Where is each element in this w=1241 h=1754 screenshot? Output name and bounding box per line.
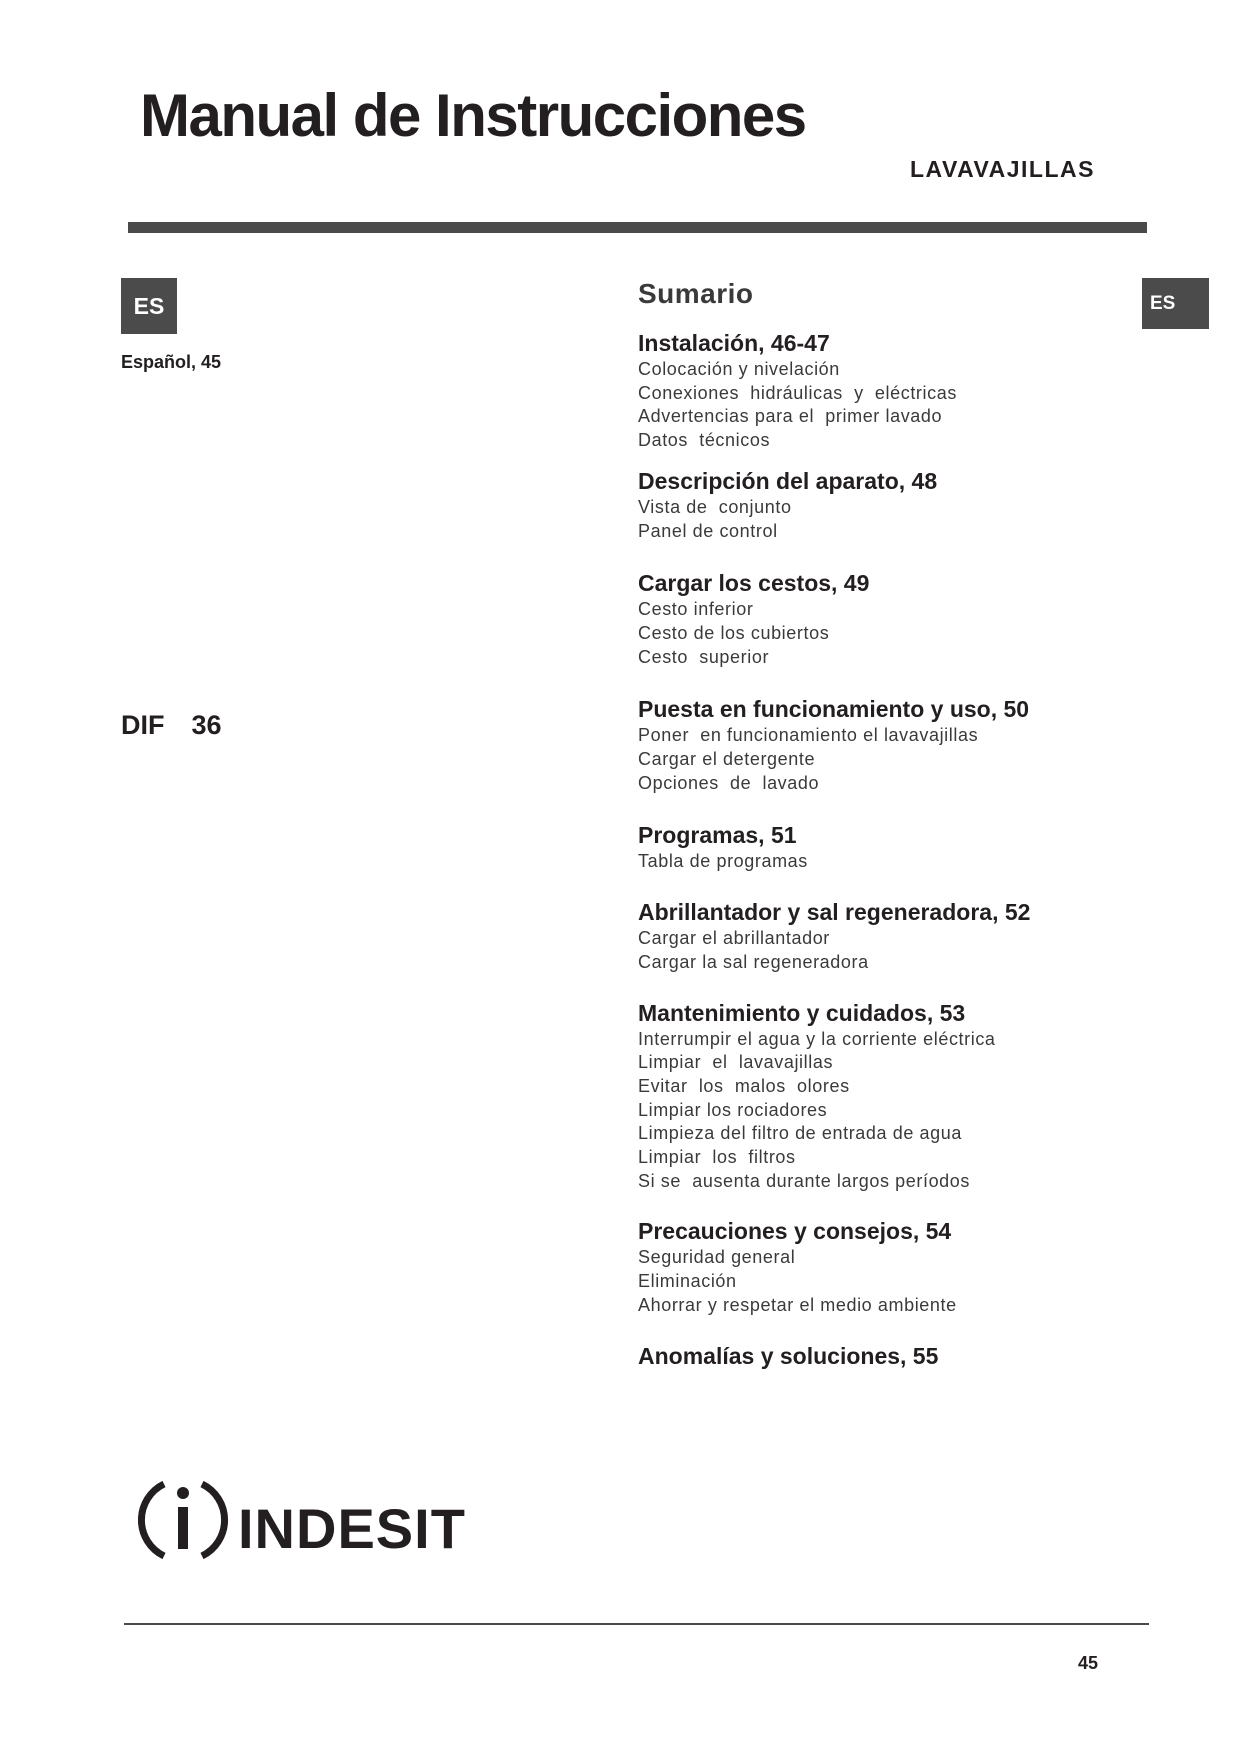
toc-sections: [638, 329, 1138, 1371]
toc-item: Limpiar los filtros: [638, 1147, 796, 1168]
toc-section: [638, 898, 1138, 974]
toc-section-title: Programas, 51: [638, 822, 797, 849]
toc-section-title: Anomalías y soluciones, 55: [638, 1342, 939, 1369]
toc-item: Tabla de programas: [638, 851, 808, 872]
logo-text: INDESIT: [238, 1497, 466, 1560]
page-number: 45: [1078, 1653, 1099, 1673]
toc-item: Panel de control: [638, 520, 778, 541]
toc-item-list: [638, 358, 1138, 453]
toc-item: Cesto superior: [638, 646, 770, 667]
toc-item: Cargar la sal regeneradora: [638, 951, 869, 972]
toc-section-title: Precauciones y consejos, 54: [638, 1218, 952, 1245]
toc-section: [638, 329, 1138, 453]
toc-item: Cesto de los cubiertos: [638, 622, 830, 643]
footer-divider: [124, 1623, 1149, 1625]
table-of-contents: [638, 277, 1138, 1371]
toc-item: Opciones de lavado: [638, 772, 820, 793]
toc-item: Seguridad general: [638, 1247, 796, 1268]
toc-item-list: [638, 850, 1138, 874]
toc-item: Limpieza del filtro de entrada de agua: [638, 1123, 963, 1144]
toc-section: [638, 1342, 1138, 1371]
toc-section: [638, 999, 1138, 1194]
language-badge: ES: [121, 278, 177, 334]
toc-item-list: [638, 1028, 1138, 1194]
page-title: Manual de Instrucciones: [140, 82, 806, 149]
toc-item: Evitar los malos olores: [638, 1075, 850, 1096]
brand-logo: [138, 1474, 478, 1564]
toc-section-title: Abrillantador y sal regeneradora, 52: [638, 899, 1031, 926]
header-divider: [128, 222, 1147, 233]
toc-item: Advertencias para el primer lavado: [638, 406, 943, 427]
toc-item: Poner en funcionamiento el lavavajillas: [638, 725, 979, 746]
toc-item: Ahorrar y respetar el medio ambiente: [638, 1294, 957, 1315]
toc-item-list: [638, 927, 1138, 974]
toc-item: Limpiar los rociadores: [638, 1099, 828, 1120]
toc-item-list: [638, 724, 1138, 795]
toc-item: Cesto inferior: [638, 599, 754, 620]
toc-section-title: Mantenimiento y cuidados, 53: [638, 999, 966, 1026]
toc-item-list: [638, 598, 1138, 669]
toc-section-title: Instalación, 46-47: [638, 330, 830, 356]
toc-item: Si se ausenta durante largos períodos: [638, 1170, 970, 1191]
toc-section: [638, 467, 1138, 543]
toc-item: Limpiar el lavavajillas: [638, 1052, 834, 1073]
toc-item: Interrumpir el agua y la corriente eléctrica: [638, 1028, 996, 1049]
toc-item: Conexiones hidráulicas y eléctricas: [638, 382, 957, 403]
toc-section: [638, 569, 1138, 669]
toc-item-list: [638, 496, 1138, 543]
toc-item: Eliminación: [638, 1271, 737, 1292]
toc-item: Vista de conjunto: [638, 496, 792, 517]
toc-section-title: Puesta en funcionamiento y uso, 50: [638, 696, 1030, 723]
toc-item: Colocación y nivelación: [638, 359, 840, 379]
toc-section: [638, 1217, 1138, 1317]
model-number: DIF 36: [121, 710, 222, 740]
toc-section: [638, 695, 1138, 795]
indesit-i-logo-icon: [138, 1474, 478, 1564]
toc-item-list: [638, 1246, 1138, 1317]
toc-item: Cargar el detergente: [638, 749, 816, 770]
toc-section-title: Cargar los cestos, 49: [638, 570, 870, 597]
toc-heading: Sumario: [638, 278, 754, 309]
toc-item: Cargar el abrillantador: [638, 928, 830, 949]
toc-item: Datos técnicos: [638, 430, 771, 451]
product-category: LAVAVAJILLAS: [910, 156, 1095, 182]
language-index: Español, 45: [121, 352, 222, 372]
language-tab: ES: [1142, 278, 1209, 329]
toc-section-title: Descripción del aparato, 48: [638, 467, 938, 494]
toc-section: [638, 821, 1138, 874]
